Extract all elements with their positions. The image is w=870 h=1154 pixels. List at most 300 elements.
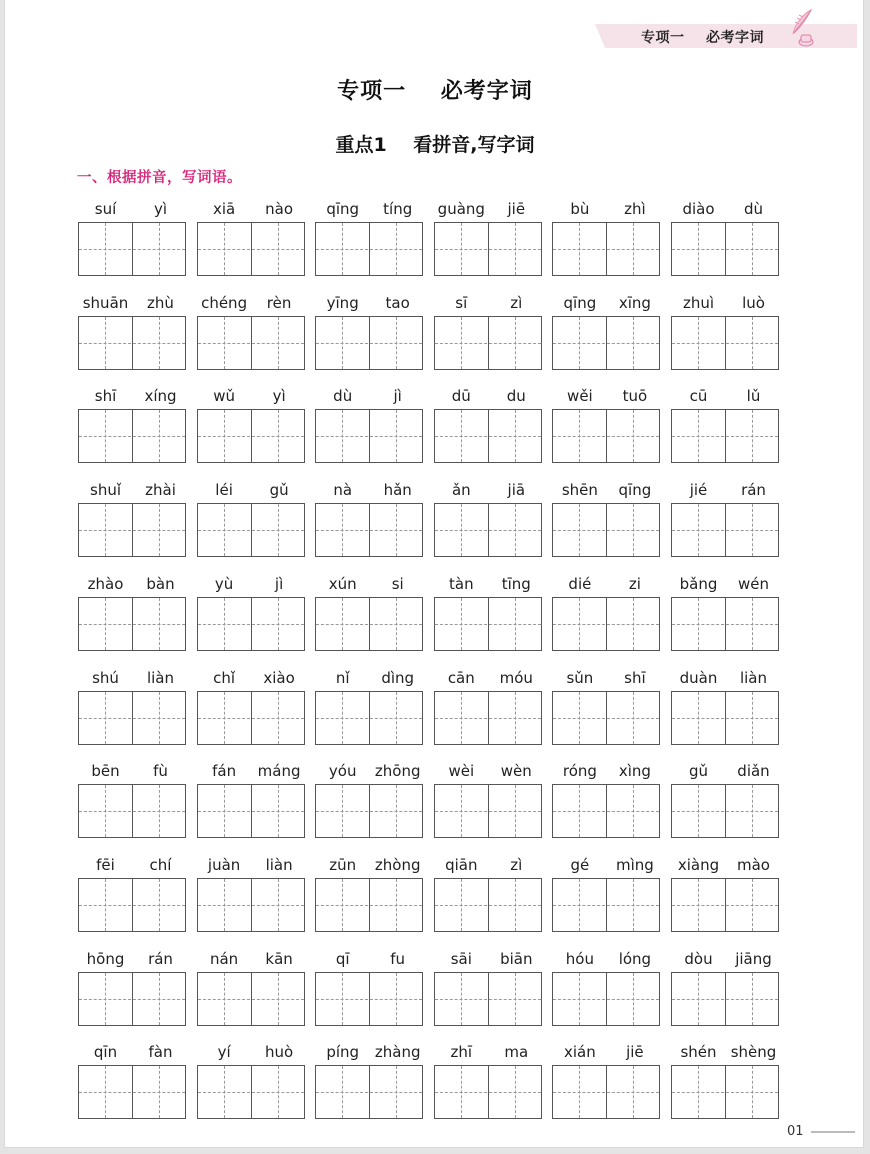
guide-line bbox=[224, 973, 225, 1025]
pinyin-syllable: shén bbox=[680, 1043, 717, 1062]
guide-line bbox=[278, 410, 279, 462]
pinyin-syllable: shuān bbox=[82, 293, 129, 312]
guide-line bbox=[579, 785, 580, 837]
guide-line bbox=[79, 905, 185, 906]
character-writing-boxes[interactable] bbox=[315, 316, 423, 370]
quill-inkpot-icon bbox=[785, 8, 819, 48]
pinyin-syllable: xīng bbox=[618, 293, 651, 312]
guide-line bbox=[198, 624, 304, 625]
guide-line bbox=[159, 785, 160, 837]
guide-line bbox=[752, 223, 753, 275]
guide-line bbox=[278, 879, 279, 931]
guide-line bbox=[159, 410, 160, 462]
pinyin-syllable: sāi bbox=[450, 949, 472, 968]
guide-line bbox=[105, 504, 106, 556]
character-writing-boxes[interactable] bbox=[552, 597, 660, 651]
guide-line bbox=[633, 1066, 634, 1118]
guide-line bbox=[79, 436, 185, 437]
character-writing-boxes[interactable] bbox=[315, 503, 423, 557]
pinyin-syllable: biān bbox=[500, 949, 533, 968]
guide-line bbox=[342, 785, 343, 837]
pinyin-syllable: xíng bbox=[144, 387, 177, 406]
character-writing-boxes[interactable] bbox=[552, 691, 660, 745]
guide-line bbox=[515, 223, 516, 275]
guide-line bbox=[579, 410, 580, 462]
guide-line bbox=[553, 436, 659, 437]
guide-line bbox=[79, 999, 185, 1000]
guide-line bbox=[461, 879, 462, 931]
character-writing-boxes[interactable] bbox=[671, 972, 779, 1026]
pinyin-syllable: jì bbox=[393, 387, 402, 406]
word-item bbox=[197, 663, 307, 749]
guide-line bbox=[278, 1066, 279, 1118]
character-writing-boxes[interactable] bbox=[552, 316, 660, 370]
guide-line bbox=[672, 718, 778, 719]
pinyin-syllable: fēi bbox=[96, 855, 115, 874]
character-writing-boxes[interactable] bbox=[315, 409, 423, 463]
pinyin-syllable: tàn bbox=[449, 574, 474, 593]
word-item bbox=[315, 194, 425, 280]
pinyin-syllable: fu bbox=[390, 949, 406, 968]
guide-line bbox=[515, 692, 516, 744]
guide-line bbox=[515, 410, 516, 462]
character-writing-boxes[interactable] bbox=[197, 972, 305, 1026]
guide-line bbox=[672, 905, 778, 906]
guide-line bbox=[633, 410, 634, 462]
character-writing-boxes[interactable] bbox=[552, 972, 660, 1026]
guide-line bbox=[752, 598, 753, 650]
character-writing-boxes[interactable] bbox=[434, 409, 542, 463]
guide-line bbox=[79, 249, 185, 250]
word-item bbox=[434, 381, 544, 467]
word-item bbox=[552, 1037, 662, 1123]
pinyin-syllable: zūn bbox=[329, 855, 357, 874]
guide-line bbox=[198, 530, 304, 531]
pinyin-syllable: huò bbox=[264, 1043, 294, 1062]
pinyin-syllable: píng bbox=[326, 1043, 360, 1062]
guide-line bbox=[752, 692, 753, 744]
pinyin-syllable: nǐ bbox=[335, 668, 350, 687]
character-writing-boxes[interactable] bbox=[315, 878, 423, 932]
character-writing-boxes[interactable] bbox=[552, 784, 660, 838]
pinyin-syllable: wěi bbox=[567, 387, 593, 406]
character-writing-boxes[interactable] bbox=[434, 222, 542, 276]
guide-line bbox=[79, 624, 185, 625]
character-writing-boxes[interactable] bbox=[315, 597, 423, 651]
pinyin-syllable: jiāng bbox=[735, 949, 772, 968]
pinyin-syllable: nào bbox=[265, 200, 294, 218]
character-writing-boxes[interactable] bbox=[78, 316, 186, 370]
word-item bbox=[315, 288, 425, 374]
pinyin-syllable: qīng bbox=[618, 481, 652, 500]
pinyin-syllable: rán bbox=[741, 481, 766, 500]
guide-line bbox=[396, 973, 397, 1025]
pinyin-syllable: xìng bbox=[618, 762, 651, 781]
pinyin-syllable: xiào bbox=[263, 668, 295, 687]
guide-line bbox=[198, 999, 304, 1000]
guide-line bbox=[198, 905, 304, 906]
pinyin-syllable: zhuì bbox=[682, 293, 715, 312]
pinyin-syllable: juàn bbox=[207, 855, 241, 874]
word-item bbox=[434, 288, 544, 374]
guide-line bbox=[461, 785, 462, 837]
guide-line bbox=[633, 223, 634, 275]
character-writing-boxes[interactable] bbox=[434, 691, 542, 745]
guide-line bbox=[159, 692, 160, 744]
guide-line bbox=[672, 343, 778, 344]
guide-line bbox=[278, 598, 279, 650]
character-writing-boxes[interactable] bbox=[434, 972, 542, 1026]
pinyin-syllable: zhào bbox=[87, 574, 124, 593]
guide-line bbox=[633, 973, 634, 1025]
guide-line bbox=[342, 973, 343, 1025]
guide-line bbox=[698, 785, 699, 837]
guide-line bbox=[316, 718, 422, 719]
character-writing-boxes[interactable] bbox=[434, 1065, 542, 1119]
guide-line bbox=[79, 1092, 185, 1093]
pinyin-syllable: chǐ bbox=[213, 668, 236, 687]
word-item bbox=[197, 475, 307, 561]
character-writing-boxes[interactable] bbox=[197, 691, 305, 745]
guide-line bbox=[553, 811, 659, 812]
character-writing-boxes[interactable] bbox=[434, 503, 542, 557]
guide-line bbox=[105, 223, 106, 275]
pinyin-syllable: jié bbox=[689, 481, 708, 500]
guide-line bbox=[79, 343, 185, 344]
pinyin-syllable: jiā bbox=[507, 481, 526, 500]
character-writing-boxes[interactable] bbox=[315, 972, 423, 1026]
worksheet-page bbox=[4, 0, 864, 1148]
word-item bbox=[552, 663, 662, 749]
guide-line bbox=[105, 879, 106, 931]
guide-line bbox=[435, 436, 541, 437]
guide-line bbox=[316, 249, 422, 250]
pinyin-syllable: bēn bbox=[91, 762, 120, 781]
page-number: 01 bbox=[787, 1124, 804, 1139]
guide-line bbox=[159, 317, 160, 369]
guide-line bbox=[316, 624, 422, 625]
character-writing-boxes[interactable] bbox=[197, 1065, 305, 1119]
guide-line bbox=[105, 692, 106, 744]
guide-line bbox=[396, 223, 397, 275]
character-writing-boxes[interactable] bbox=[315, 222, 423, 276]
word-item bbox=[78, 381, 188, 467]
pinyin-syllable: sǔn bbox=[566, 668, 594, 687]
pinyin-syllable: gǔ bbox=[269, 481, 289, 500]
guide-line bbox=[316, 436, 422, 437]
word-item bbox=[197, 850, 307, 936]
guide-line bbox=[461, 973, 462, 1025]
word-item bbox=[552, 194, 662, 280]
word-item bbox=[78, 475, 188, 561]
character-writing-boxes[interactable] bbox=[78, 503, 186, 557]
character-writing-boxes[interactable] bbox=[78, 972, 186, 1026]
character-writing-boxes[interactable] bbox=[78, 1065, 186, 1119]
pinyin-syllable: rèn bbox=[266, 293, 292, 312]
guide-line bbox=[79, 718, 185, 719]
guide-line bbox=[396, 410, 397, 462]
character-writing-boxes[interactable] bbox=[671, 222, 779, 276]
guide-line bbox=[553, 1092, 659, 1093]
pinyin-syllable: zhòng bbox=[374, 855, 421, 874]
guide-line bbox=[553, 718, 659, 719]
pinyin-syllable: wèi bbox=[448, 762, 475, 781]
header-section-label: 专项一 必考字词 bbox=[641, 30, 764, 46]
pinyin-syllable: nán bbox=[209, 949, 239, 968]
guide-line bbox=[515, 1066, 516, 1118]
guide-line bbox=[278, 223, 279, 275]
guide-line bbox=[278, 692, 279, 744]
guide-line bbox=[198, 811, 304, 812]
pinyin-syllable: si bbox=[391, 574, 404, 593]
guide-line bbox=[579, 692, 580, 744]
pinyin-syllable: guàng bbox=[437, 200, 485, 218]
pinyin-syllable: zì bbox=[510, 293, 523, 312]
word-item bbox=[671, 850, 781, 936]
guide-line bbox=[752, 317, 753, 369]
character-writing-boxes[interactable] bbox=[315, 691, 423, 745]
word-item bbox=[197, 381, 307, 467]
pinyin-syllable: tīng bbox=[501, 574, 531, 593]
word-item bbox=[552, 288, 662, 374]
pinyin-syllable: qīn bbox=[93, 1043, 118, 1062]
guide-line bbox=[579, 317, 580, 369]
pinyin-syllable: dū bbox=[451, 387, 471, 406]
pinyin-syllable: dòu bbox=[684, 949, 713, 968]
character-writing-boxes[interactable] bbox=[78, 691, 186, 745]
pinyin-syllable: tíng bbox=[383, 200, 413, 218]
pinyin-syllable: luò bbox=[742, 293, 765, 312]
guide-line bbox=[105, 317, 106, 369]
guide-line bbox=[752, 879, 753, 931]
pinyin-syllable: móu bbox=[499, 668, 533, 687]
guide-line bbox=[579, 973, 580, 1025]
guide-line bbox=[79, 811, 185, 812]
word-item bbox=[552, 569, 662, 655]
guide-line bbox=[698, 317, 699, 369]
guide-line bbox=[698, 692, 699, 744]
word-item bbox=[552, 475, 662, 561]
pinyin-syllable: sī bbox=[455, 293, 468, 312]
pinyin-syllable: liàn bbox=[739, 668, 768, 687]
word-item bbox=[197, 1037, 307, 1123]
guide-line bbox=[316, 811, 422, 812]
pinyin-syllable: diǎn bbox=[737, 762, 770, 781]
word-item bbox=[552, 944, 662, 1030]
pinyin-syllable: hōng bbox=[86, 949, 125, 968]
character-writing-boxes[interactable] bbox=[671, 1065, 779, 1119]
guide-line bbox=[278, 785, 279, 837]
guide-line bbox=[198, 343, 304, 344]
guide-line bbox=[698, 879, 699, 931]
guide-line bbox=[224, 504, 225, 556]
pinyin-syllable: yīng bbox=[326, 293, 359, 312]
character-writing-boxes[interactable] bbox=[671, 597, 779, 651]
guide-line bbox=[553, 624, 659, 625]
pinyin-syllable: bù bbox=[570, 200, 590, 218]
character-writing-boxes[interactable] bbox=[197, 597, 305, 651]
character-writing-boxes[interactable] bbox=[197, 784, 305, 838]
character-writing-boxes[interactable] bbox=[671, 691, 779, 745]
character-writing-boxes[interactable] bbox=[671, 503, 779, 557]
guide-line bbox=[672, 249, 778, 250]
character-writing-boxes[interactable] bbox=[197, 878, 305, 932]
word-item bbox=[315, 475, 425, 561]
guide-line bbox=[633, 317, 634, 369]
word-item bbox=[434, 1037, 544, 1123]
guide-line bbox=[342, 410, 343, 462]
guide-line bbox=[435, 718, 541, 719]
guide-line bbox=[752, 410, 753, 462]
character-writing-boxes[interactable] bbox=[671, 878, 779, 932]
guide-line bbox=[633, 692, 634, 744]
guide-line bbox=[553, 999, 659, 1000]
guide-line bbox=[342, 317, 343, 369]
word-item bbox=[434, 569, 544, 655]
word-item bbox=[78, 1037, 188, 1123]
page-number-divider bbox=[811, 1131, 855, 1133]
guide-line bbox=[159, 223, 160, 275]
guide-line bbox=[435, 624, 541, 625]
pinyin-syllable: jiē bbox=[507, 200, 526, 218]
word-item bbox=[552, 381, 662, 467]
pinyin-syllable: yì bbox=[153, 200, 168, 218]
character-writing-boxes[interactable] bbox=[671, 784, 779, 838]
word-item bbox=[434, 194, 544, 280]
character-writing-boxes[interactable] bbox=[434, 316, 542, 370]
guide-line bbox=[342, 598, 343, 650]
guide-line bbox=[198, 436, 304, 437]
guide-line bbox=[105, 1066, 106, 1118]
pinyin-syllable: yóu bbox=[328, 762, 357, 781]
word-item bbox=[671, 944, 781, 1030]
pinyin-syllable: dù bbox=[333, 387, 353, 406]
character-writing-boxes[interactable] bbox=[671, 316, 779, 370]
guide-line bbox=[633, 785, 634, 837]
pinyin-syllable: chí bbox=[149, 855, 172, 874]
guide-line bbox=[224, 598, 225, 650]
character-writing-boxes[interactable] bbox=[552, 222, 660, 276]
guide-line bbox=[553, 343, 659, 344]
pinyin-syllable: chéng bbox=[201, 293, 248, 312]
character-writing-boxes[interactable] bbox=[78, 878, 186, 932]
word-item bbox=[315, 1037, 425, 1123]
guide-line bbox=[579, 504, 580, 556]
guide-line bbox=[698, 223, 699, 275]
guide-line bbox=[396, 598, 397, 650]
pinyin-syllable: fán bbox=[212, 762, 237, 781]
pinyin-syllable: zhì bbox=[624, 200, 646, 218]
pinyin-syllable: ǎn bbox=[451, 481, 471, 500]
guide-line bbox=[316, 530, 422, 531]
guide-line bbox=[752, 973, 753, 1025]
pinyin-syllable: du bbox=[506, 387, 526, 406]
character-writing-boxes[interactable] bbox=[315, 784, 423, 838]
guide-line bbox=[159, 973, 160, 1025]
word-item bbox=[78, 756, 188, 842]
guide-line bbox=[396, 785, 397, 837]
guide-line bbox=[553, 530, 659, 531]
pinyin-syllable: xián bbox=[564, 1043, 596, 1062]
pinyin-syllable: nà bbox=[333, 481, 353, 500]
guide-line bbox=[461, 410, 462, 462]
pinyin-syllable: mào bbox=[737, 855, 770, 874]
character-writing-boxes[interactable] bbox=[552, 503, 660, 557]
guide-line bbox=[435, 249, 541, 250]
guide-line bbox=[224, 410, 225, 462]
guide-line bbox=[515, 504, 516, 556]
pinyin-syllable: zhōng bbox=[374, 762, 421, 781]
character-writing-boxes[interactable] bbox=[434, 597, 542, 651]
character-writing-boxes[interactable] bbox=[78, 784, 186, 838]
pinyin-syllable: gé bbox=[570, 855, 590, 874]
pinyin-syllable: cū bbox=[689, 387, 708, 406]
guide-line bbox=[159, 879, 160, 931]
pinyin-syllable: zhài bbox=[145, 481, 176, 500]
character-writing-boxes[interactable] bbox=[434, 878, 542, 932]
character-writing-boxes[interactable] bbox=[315, 1065, 423, 1119]
character-writing-boxes[interactable] bbox=[434, 784, 542, 838]
guide-line bbox=[579, 598, 580, 650]
character-writing-boxes[interactable] bbox=[671, 409, 779, 463]
guide-line bbox=[515, 879, 516, 931]
guide-line bbox=[105, 973, 106, 1025]
guide-line bbox=[633, 598, 634, 650]
guide-line bbox=[316, 905, 422, 906]
guide-line bbox=[224, 785, 225, 837]
guide-line bbox=[461, 504, 462, 556]
pinyin-syllable: zhù bbox=[147, 293, 174, 312]
guide-line bbox=[579, 1066, 580, 1118]
pinyin-syllable: liàn bbox=[265, 855, 293, 874]
word-item bbox=[197, 944, 307, 1030]
character-writing-boxes[interactable] bbox=[197, 222, 305, 276]
word-item bbox=[197, 569, 307, 655]
guide-line bbox=[198, 1092, 304, 1093]
character-writing-boxes[interactable] bbox=[552, 878, 660, 932]
character-writing-boxes[interactable] bbox=[78, 409, 186, 463]
guide-line bbox=[342, 223, 343, 275]
exercise-instruction: 一、根据拼音，写词语。 bbox=[77, 170, 242, 186]
guide-line bbox=[224, 692, 225, 744]
pinyin-syllable: jiē bbox=[626, 1043, 644, 1062]
character-writing-boxes[interactable] bbox=[78, 222, 186, 276]
pinyin-syllable: xiā bbox=[212, 200, 236, 218]
guide-line bbox=[553, 905, 659, 906]
character-writing-boxes[interactable] bbox=[552, 1065, 660, 1119]
word-item bbox=[78, 663, 188, 749]
guide-line bbox=[278, 973, 279, 1025]
guide-line bbox=[278, 504, 279, 556]
guide-line bbox=[698, 410, 699, 462]
pinyin-syllable: shuǐ bbox=[90, 481, 121, 500]
character-writing-boxes[interactable] bbox=[197, 409, 305, 463]
pinyin-syllable: qī bbox=[335, 949, 350, 968]
word-item bbox=[552, 756, 662, 842]
word-item bbox=[671, 663, 781, 749]
character-writing-boxes[interactable] bbox=[78, 597, 186, 651]
guide-line bbox=[105, 410, 106, 462]
guide-line bbox=[435, 905, 541, 906]
character-writing-boxes[interactable] bbox=[552, 409, 660, 463]
character-writing-boxes[interactable] bbox=[197, 316, 305, 370]
guide-line bbox=[342, 692, 343, 744]
guide-line bbox=[79, 530, 185, 531]
character-writing-boxes[interactable] bbox=[197, 503, 305, 557]
pinyin-syllable: yù bbox=[214, 574, 234, 593]
pinyin-syllable: zi bbox=[628, 574, 641, 593]
guide-line bbox=[752, 785, 753, 837]
